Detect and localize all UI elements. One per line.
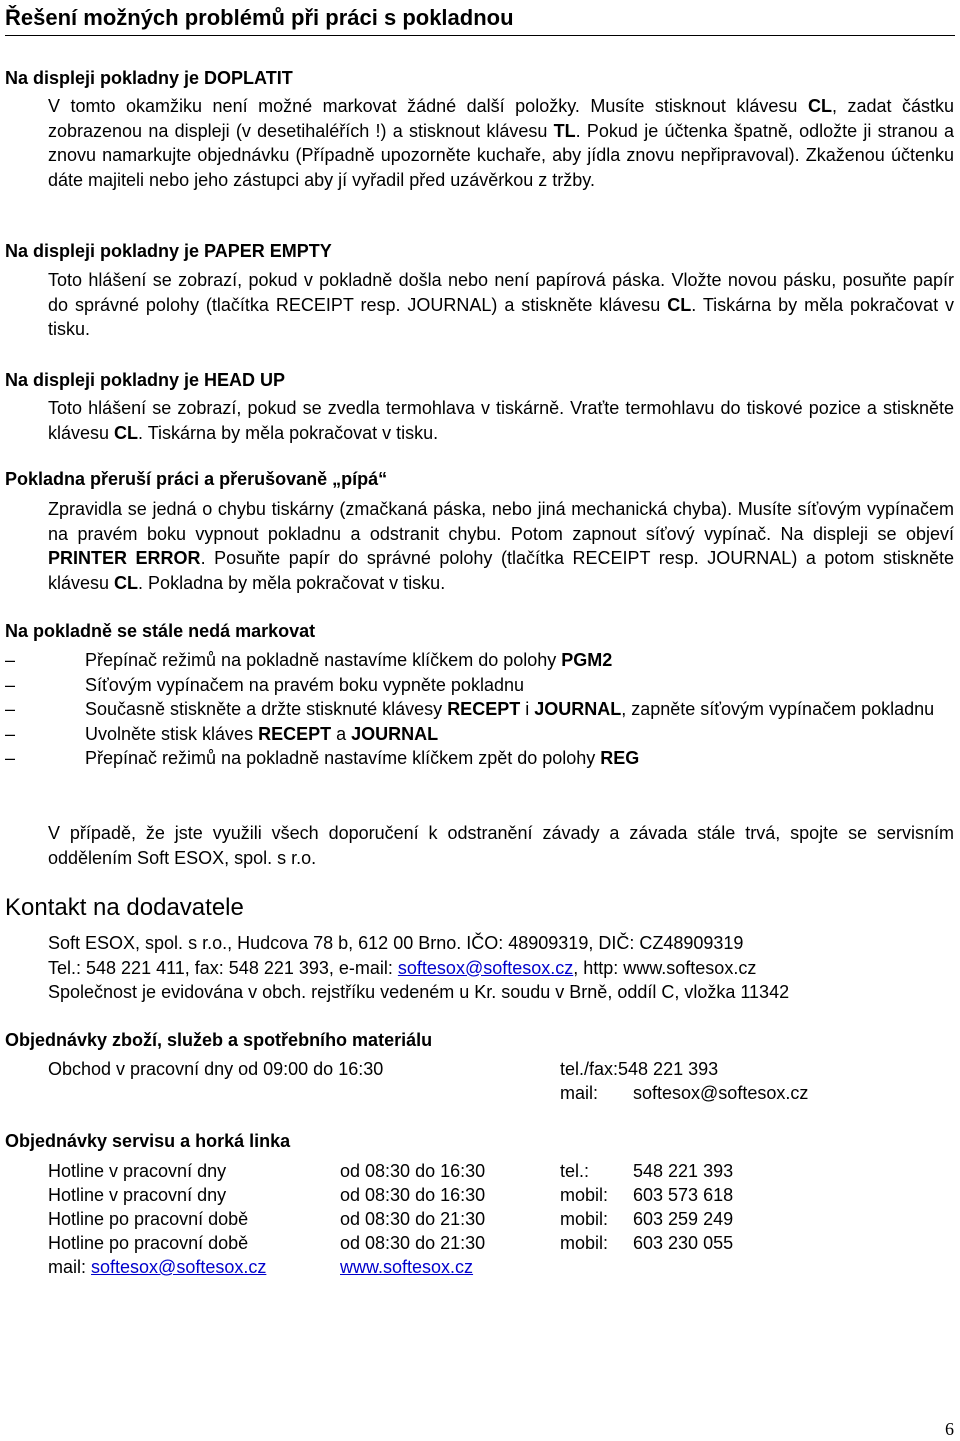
- orders-hours: Obchod v pracovní dny od 09:00 do 16:30: [48, 1059, 384, 1079]
- orders-telfax: tel./fax:548 221 393: [560, 1059, 719, 1079]
- service-heading: Objednávky servisu a horká linka: [5, 1131, 291, 1151]
- table-cell-c2: od 08:30 do 16:30: [340, 1185, 486, 1205]
- list-item: – Současně stiskněte a držte stisknuté klávesy RECEPT i JOURNAL, zapněte síťovým vypínačem pokladnu: [5, 697, 955, 722]
- page-title: Řešení možných problémů při práci s pokladnou: [5, 4, 955, 36]
- section-heading-beeping: Pokladna přeruší práci a přerušovaně „pípá“: [5, 469, 388, 489]
- contact-title: Kontakt na dodavatele: [5, 894, 244, 921]
- orders-mail-value: softesox@softesox.cz: [633, 1083, 809, 1103]
- orders-mail-label: mail:: [560, 1083, 599, 1103]
- table-cell-c1: Hotline po pracovní době: [48, 1233, 249, 1253]
- table-cell-c4: 603 230 055: [633, 1233, 734, 1253]
- table-cell-c3: tel.:: [560, 1161, 590, 1181]
- list-item: – Přepínač režimů na pokladně nastavíme klíčkem do polohy PGM2: [5, 648, 955, 673]
- section-text-doplatit: V tomto okamžiku není možné markovat žádné další položky. Musíte stisknout klávesu CL, zadat částku zobrazenou na displeji (v desetihaléřích !) a stisknout klávesu TL. Pokud je účtenka špatně, odložte ji stranou a znovu namarkujte objednávku (Případně upozorněte kuchaře, aby jídla znovu nepřipravoval). Zkaženou účtenku dáte majiteli nebo jeho zástupci aby jí vyřadil před uzávěrkou z tržby.: [48, 96, 955, 190]
- section-heading-cannot-mark: Na pokladně se stále nedá markovat: [5, 621, 316, 641]
- dash-bullet-icon: –: [5, 674, 16, 695]
- section-heading-head-up-text: Na displeji pokladny je HEAD UP: [5, 370, 286, 390]
- section-text-paper-empty: Toto hlášení se zobrazí, pokud v pokladně došla nebo není papírová páska. Vložte novou pásku, posuňte papír do správné polohy (tlačítka RECEIPT resp. JOURNAL) a stiskněte klávesu CL. Tiskárna by měla pokračovat v tisku.: [48, 270, 954, 339]
- section-text-beeping: Zpravidla se jedná o chybu tiskárny (zmačkaná páska, nebo jiná mechanická chyba). Musíte síťovým vypínačem na pravém boku vypnout pokladnu a odstranit chybu. Potom zapnout síťový vypínač. Na displeji se objeví PRINTER ERROR. Posuňte papír do správné polohy (tlačítka RECEIPT resp. JOURNAL) a potom stiskněte klávesu CL. Pokladna by měla pokračovat v tisku.: [48, 499, 955, 593]
- table-cell-c4: 603 259 249: [633, 1209, 734, 1229]
- section-text-head-up: Toto hlášení se zobrazí, pokud se zvedla termohlava v tiskárně. Vraťte termohlavu do tiskové pozice a stiskněte klávesu CL. Tiskárna by měla pokračovat v tisku.: [48, 398, 954, 443]
- dash-bullet-icon: –: [5, 650, 16, 670]
- dash-bullet-icon: –: [5, 723, 16, 744]
- table-cell-c2: od 08:30 do 21:30: [340, 1233, 486, 1253]
- contact-phone-line: Tel.: 548 221 411, fax: 548 221 393, e-mail: softesox@softesox.cz, http: www.softesox.cz: [48, 957, 757, 978]
- table-cell-c4: 548 221 393: [633, 1161, 734, 1181]
- page-number: 6: [945, 1419, 954, 1439]
- dash-bullet-icon: –: [5, 699, 16, 719]
- contact-address: Soft ESOX, spol. s r.o., Hudcova 78 b, 612 00 Brno. IČO: 48909319, DIČ: CZ48909319: [48, 933, 744, 953]
- table-cell-c2: od 08:30 do 16:30: [340, 1161, 486, 1181]
- list-item: – Síťovým vypínačem na pravém boku vypněte pokladnu: [5, 673, 955, 698]
- contact-email-link[interactable]: softesox@softesox.cz: [397, 957, 574, 978]
- table-cell-c1: Hotline po pracovní době: [48, 1209, 249, 1229]
- table-cell-c2: od 08:30 do 21:30: [340, 1209, 486, 1229]
- list-item: – Uvolněte stisk kláves RECEPT a JOURNAL: [5, 722, 955, 747]
- service-email-link[interactable]: softesox@softesox.cz: [91, 1257, 267, 1277]
- service-mail: mail: softesox@softesox.cz: [48, 1257, 267, 1277]
- orders-heading: Objednávky zboží, služeb a spotřebního materiálu: [5, 1030, 433, 1050]
- table-cell-c3: mobil:: [560, 1233, 609, 1253]
- section-heading-paper-empty: Na displeji pokladny je PAPER EMPTY: [5, 241, 332, 261]
- table-cell-c3: mobil:: [560, 1209, 609, 1229]
- closing-text: V případě, že jste využili všech doporučení k odstranění závady a závada stále trvá, spojte se servisním oddělením Soft ESOX, spol. s r.o.: [48, 823, 954, 868]
- steps-list: [5, 648, 955, 771]
- list-item: – Přepínač režimů na pokladně nastavíme klíčkem zpět do polohy REG: [5, 746, 955, 771]
- contact-registry: Společnost je evidována v obch. rejstříku vedeném u Kr. soudu v Brně, oddíl C, vložka 11342: [48, 982, 790, 1002]
- service-web-link[interactable]: www.softesox.cz: [340, 1257, 474, 1277]
- table-cell-c4: 603 573 618: [633, 1185, 734, 1205]
- section-heading-doplatit: Na displeji pokladny je DOPLATIT: [5, 68, 293, 88]
- table-cell-c1: Hotline v pracovní dny: [48, 1161, 227, 1181]
- dash-bullet-icon: –: [5, 748, 16, 768]
- table-cell-c3: mobil:: [560, 1185, 609, 1205]
- contact-lines: [48, 931, 954, 1005]
- table-cell-c1: Hotline v pracovní dny: [48, 1185, 227, 1205]
